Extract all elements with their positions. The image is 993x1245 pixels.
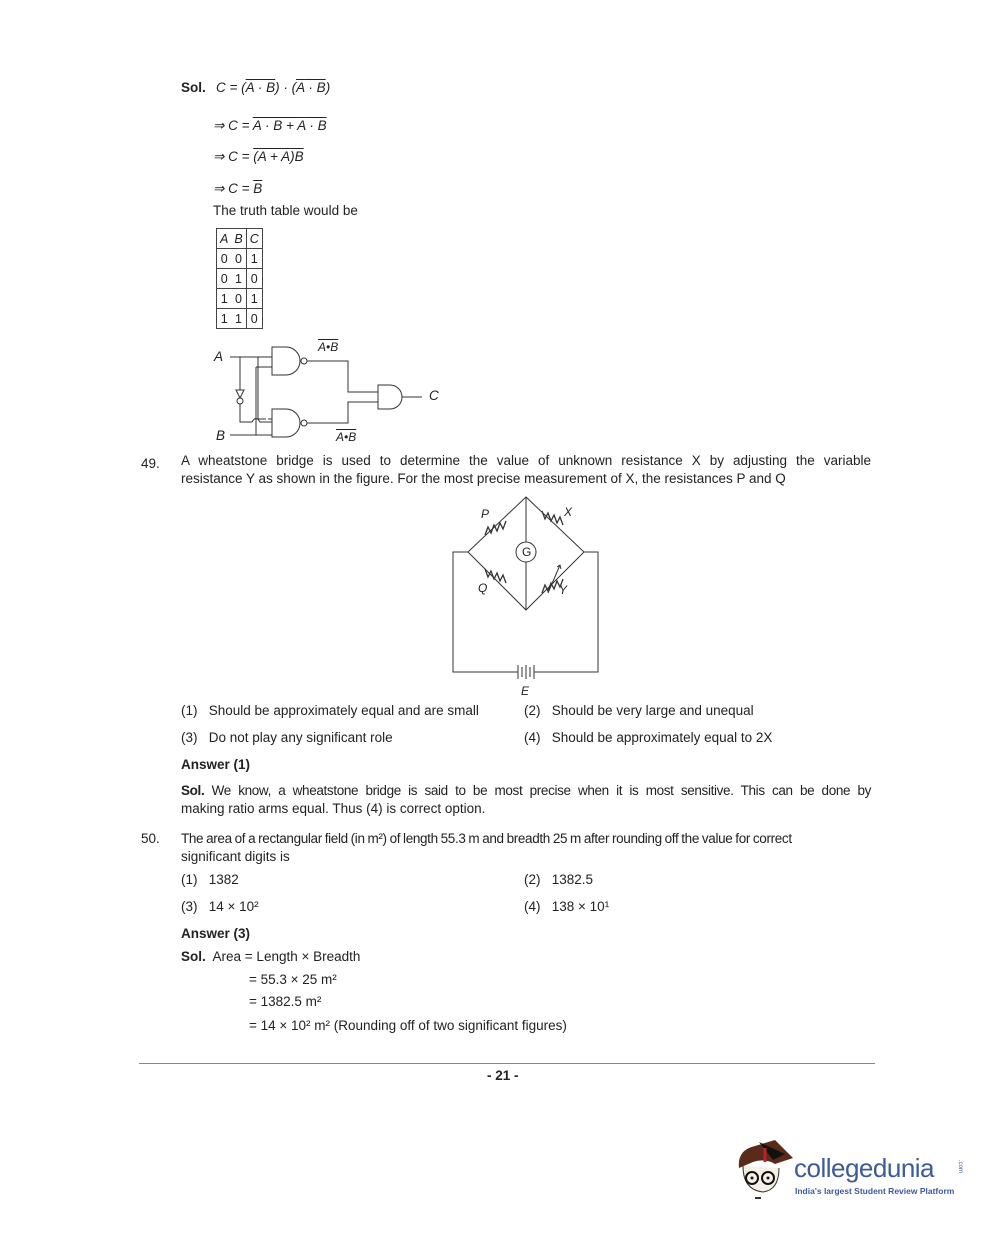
label-y: Y xyxy=(559,583,568,597)
truth-table-intro: The truth table would be xyxy=(213,203,358,218)
top-gate-label: A•B xyxy=(318,340,339,354)
input-b-label: B xyxy=(216,428,226,443)
cell: 0 xyxy=(246,269,262,289)
solution-text: Sol. We know, a wheatstone bridge is said to be most precise when it is most sensitive. This can be done by xyxy=(181,783,871,798)
truth-table xyxy=(216,228,263,329)
table-row xyxy=(217,289,263,309)
equation-3: ⇒ C = (A + A)B xyxy=(213,149,304,164)
header-cell: B xyxy=(231,229,246,249)
question-text: The area of a rectangular field (in m²) of length 55.3 m and breadth 25 m after rounding off the value for correct xyxy=(181,831,792,846)
question-number: 49. xyxy=(141,456,160,471)
sol-label: Sol. xyxy=(181,80,206,95)
solution-text: Sol. Area = Length × Breadth xyxy=(181,949,361,964)
option-3: (3) Do not play any significant role xyxy=(181,730,393,745)
collegedunia-mascot-icon xyxy=(735,1138,795,1203)
footer-divider xyxy=(139,1063,875,1064)
cell: 1 xyxy=(217,309,232,329)
nand-gate-top xyxy=(272,347,300,375)
solution-step: = 55.3 × 25 m² xyxy=(249,972,337,987)
cell: 0 xyxy=(231,289,246,309)
cell: 1 xyxy=(246,249,262,269)
header-cell: A xyxy=(217,229,232,249)
and-gate xyxy=(378,385,402,409)
option-4: (4) Should be approximately equal to 2X xyxy=(524,730,773,745)
table-row xyxy=(217,269,263,289)
question-text: resistance Y as shown in the figure. For the most precise measurement of X, the resistances P and Q xyxy=(181,471,786,486)
nand-gate-bottom xyxy=(272,409,300,437)
table-row xyxy=(217,309,263,329)
option-4: (4) 138 × 10¹ xyxy=(524,899,610,914)
answer: Answer (1) xyxy=(181,757,251,772)
label-q: Q xyxy=(478,581,488,595)
solution-text: making ratio arms equal. Thus (4) is correct option. xyxy=(181,801,486,816)
solution-step: = 14 × 10² m² (Rounding off of two significant figures) xyxy=(249,1018,567,1033)
table-row xyxy=(217,249,263,269)
option-2: (2) Should be very large and unequal xyxy=(524,703,754,718)
brand-suffix: .com xyxy=(957,1160,963,1174)
output-c-label: C xyxy=(429,388,439,403)
cell: 0 xyxy=(246,309,262,329)
label-g: G xyxy=(522,545,532,559)
bottom-gate-label: A•B xyxy=(336,430,357,444)
table-header-row xyxy=(217,229,263,249)
equation-1: C = (A · B) · (A · B) xyxy=(216,80,331,95)
cell: 1 xyxy=(246,289,262,309)
equation-2: ⇒ C = A · B + A · B xyxy=(213,118,327,133)
cell: 1 xyxy=(231,269,246,289)
option-2: (2) 1382.5 xyxy=(524,872,594,887)
cell: 0 xyxy=(231,249,246,269)
wheatstone-bridge-figure xyxy=(440,495,610,705)
label-p: P xyxy=(481,507,490,521)
question-number: 50. xyxy=(141,831,160,846)
question-text: A wheatstone bridge is used to determine the value of unknown resistance X by adjusting the variable xyxy=(181,453,871,468)
cell: 1 xyxy=(231,309,246,329)
option-1: (1) Should be approximately equal and are small xyxy=(181,703,479,718)
option-1: (1) 1382 xyxy=(181,872,239,887)
label-e: E xyxy=(521,684,530,698)
equation-4: ⇒ $C = \overline{B}$ xyxy=(213,181,263,196)
input-a-label: A xyxy=(214,349,224,364)
answer: Answer (3) xyxy=(181,926,251,941)
option-3: (3) 14 × 10² xyxy=(181,899,259,914)
label-x: X xyxy=(564,505,573,519)
solution-step: = 1382.5 m² xyxy=(249,994,322,1009)
cell: 0 xyxy=(217,269,232,289)
header-cell: C xyxy=(246,229,262,249)
page-number: - 21 - xyxy=(487,1068,519,1083)
resistor-q xyxy=(485,569,506,583)
question-text: significant digits is xyxy=(181,849,290,864)
resistor-x xyxy=(542,511,563,525)
brand-tagline: India's largest Student Review Platform xyxy=(795,1186,955,1196)
battery xyxy=(518,665,534,679)
cell: 1 xyxy=(217,289,232,309)
brand-logo-text: collegedunia xyxy=(794,1153,935,1183)
cell: 0 xyxy=(217,249,232,269)
